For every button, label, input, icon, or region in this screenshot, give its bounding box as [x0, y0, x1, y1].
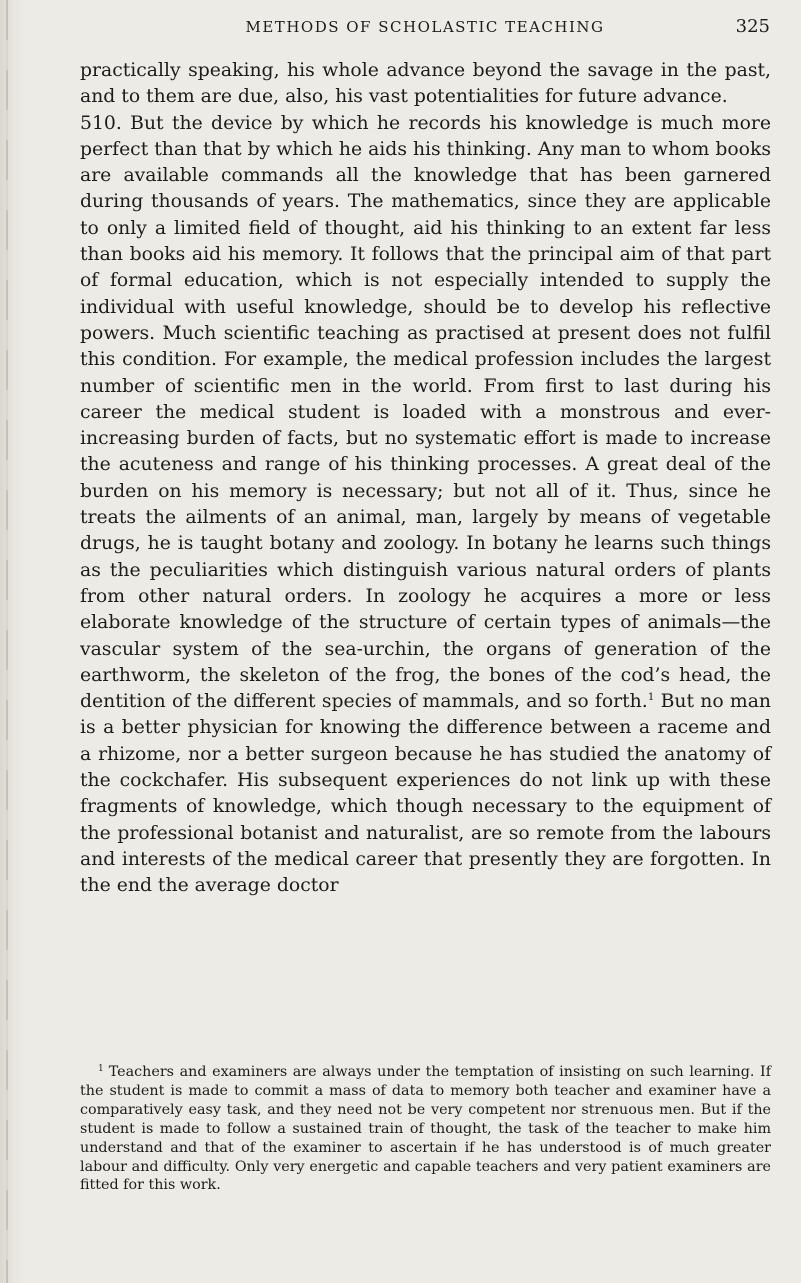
footnote-mark: 1 — [98, 1064, 104, 1074]
paragraph-510-text-after-ref: But no man is a better physician for knowing the difference between a raceme and a rhizome, nor a better surgeon because he has studied the anatomy of the cockchafer. His subsequent experiences do not link up with these fragments of knowledge, which though necessary to the equipment of the professional botanist and naturalist, are so remote from the labours and interests of the medical career that presently they are forgotten. In the end the average doctor — [80, 691, 771, 897]
continuation-paragraph: practically speaking, his whole advance beyond the savage in the past, and to them are due, also, his vast potentialities for future advance. — [80, 60, 771, 108]
main-text — [80, 58, 771, 900]
footnote-reference: 1 — [647, 691, 655, 704]
page-number: 325 — [735, 16, 770, 37]
footnote-text: Teachers and examiners are always under the temptation of insisting on such learning. If the student is made to commit a mass of data to memory both teacher and examiner have a comparatively easy task, and they need not be very competent nor strenuous men. But if the student is made to follow a sustained train of thought, the task of the teacher to make him understand and that of the examiner to ascertain if he has understood is of much greater labour and difficulty. Only very energetic and capable teachers and very patient examiners are fitted for this work. — [80, 1064, 771, 1194]
paragraph-510 — [80, 111, 771, 900]
page-header — [80, 14, 770, 40]
paragraph-510-text-before-ref: 510. But the device by which he records his knowledge is much more perfect than that by which he aids his thinking. Any man to whom books are available commands all the knowledge that has been garnered during thousands of years. The mathematics, since they are applicable to only a limited field of thought, aid his thinking to an extent far less than books aid his memory. It follows that the principal aim of that part of formal education, which is not especially intended to supply the individual with useful knowledge, should be to develop his reflective powers. Much scientific teaching as practised at present does not fulfil this condition. For example, the medical profession includes the largest number of scientific men in the world. From first to last during his career the medical student is loaded with a monstrous and ever-increasing burden of facts, but no systematic effort is made to increase the acuteness and range of his thinking processes. A great deal of the burden on his memory is necessary; but not all of it. Thus, since he treats the ailments of an animal, man, largely by means of vegetable drugs, he is taught botany and zoology. In botany he learns such things as the peculiarities which distinguish various natural orders of plants from other natural orders. In zoology he acquires a more or less elaborate knowledge of the structure of certain types of animals—the vascular system of the sea-urchin, the organs of generation of the earthworm, the skeleton of the frog, the bones of the cod’s head, the dentition of the different species of mammals, and so forth. — [80, 112, 771, 713]
page-binding-edge — [0, 0, 26, 1283]
footnote — [80, 1063, 771, 1195]
running-head: METHODS OF SCHOLASTIC TEACHING — [245, 18, 605, 36]
